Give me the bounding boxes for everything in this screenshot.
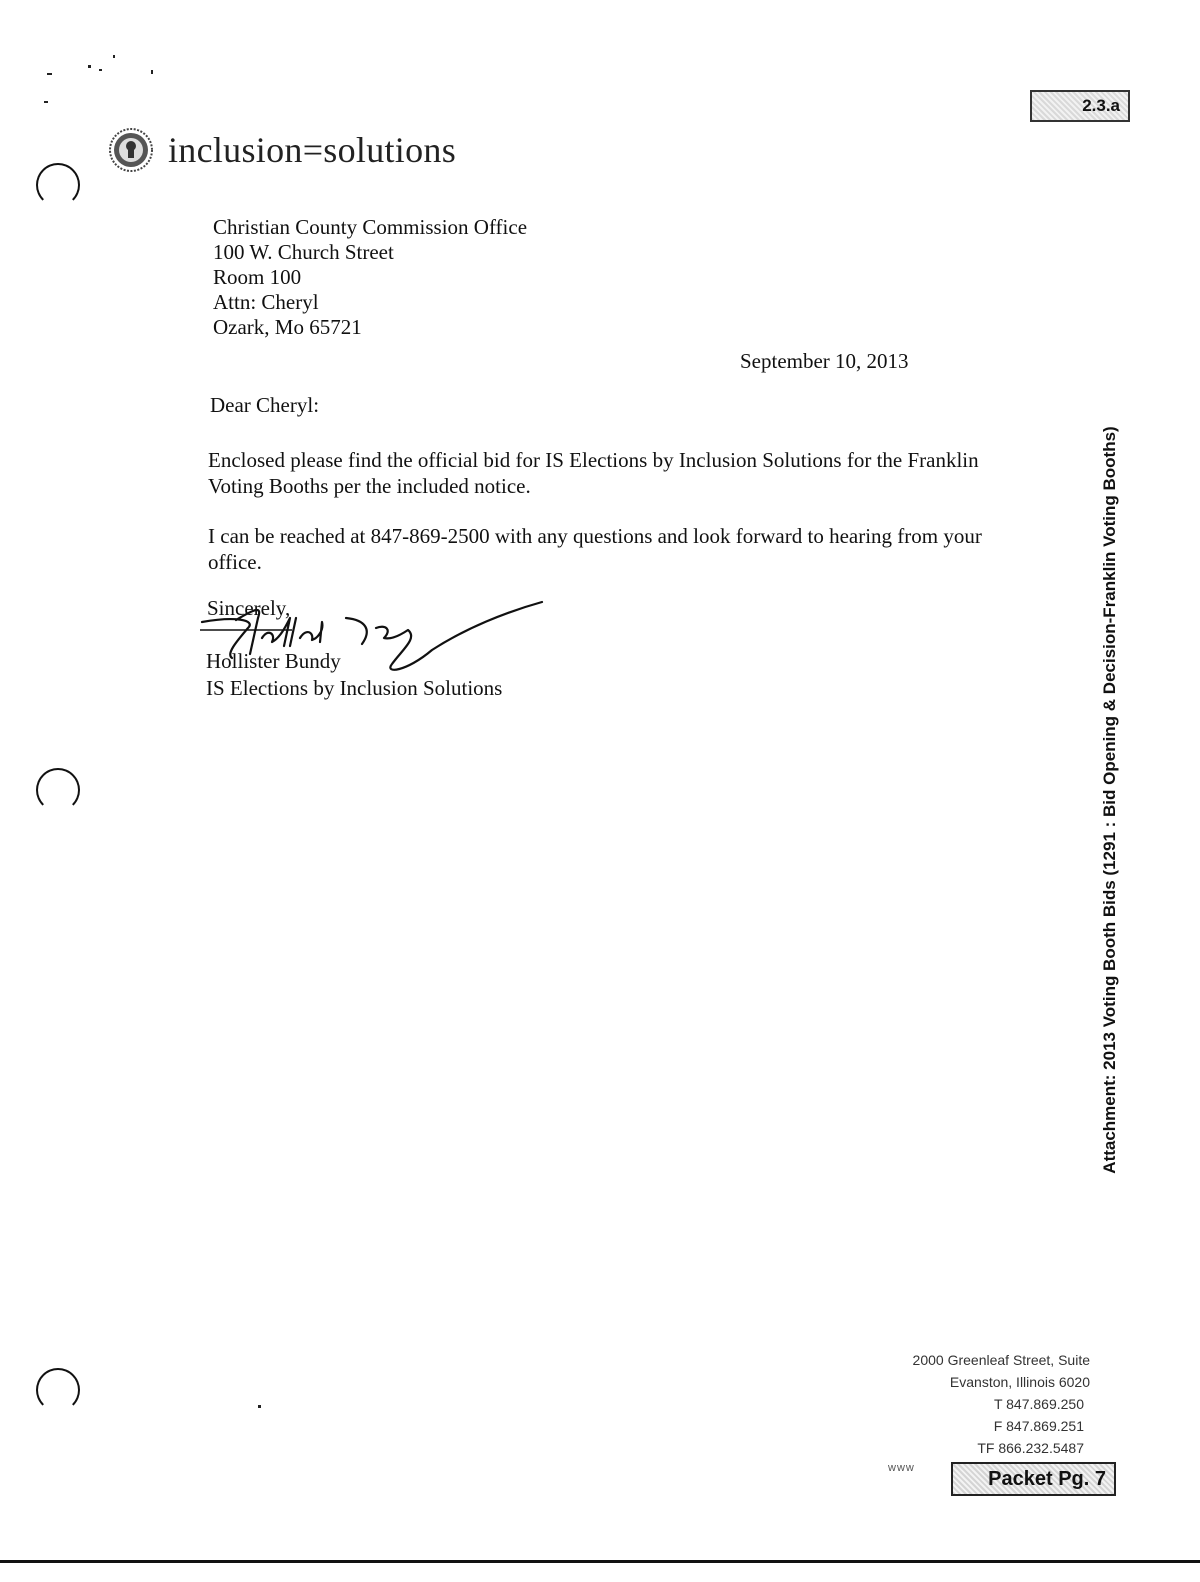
packet-page-label: Packet Pg. 7: [951, 1462, 1116, 1496]
footer-address-line: 2000 Greenleaf Street, Suite: [912, 1352, 1090, 1368]
recipient-address: [213, 215, 527, 340]
address-line: Christian County Commission Office: [213, 215, 528, 239]
scan-speck: [151, 70, 153, 74]
scan-speck: [44, 101, 48, 103]
footer-toll-free: TF 866.232.5487: [977, 1440, 1084, 1456]
page-edge-line: [0, 1560, 1200, 1563]
scan-speck: [88, 65, 91, 68]
attachment-caption: Attachment: 2013 Voting Booth Bids (1291 : Bid Opening & Decision-Franklin Voting Booths): [1100, 426, 1119, 1174]
binder-hole: [36, 1368, 80, 1412]
footer-address-line: Evanston, Illinois 6020: [949, 1374, 1090, 1390]
scan-speck: [258, 1405, 261, 1408]
address-line: Ozark, Mo 65721: [213, 315, 362, 339]
keyhole-logo-icon: [108, 127, 154, 173]
body-paragraph: Enclosed please find the official bid for IS Elections by Inclusion Solutions for the Franklin Voting Booths per the included notice.: [208, 448, 979, 498]
letter-date: September 10, 2013: [740, 349, 909, 373]
signer-name: Hollister Bundy: [206, 649, 341, 673]
binder-hole: [36, 768, 80, 812]
footer-phone: T 847.869.250: [993, 1396, 1084, 1412]
binder-hole: [36, 163, 80, 207]
body-paragraph: I can be reached at 847-869-2500 with any questions and look forward to hearing from your office.: [208, 524, 982, 574]
scan-speck: [99, 69, 102, 71]
footer-contact: [913, 1349, 1090, 1459]
address-line: 100 W. Church Street: [213, 240, 394, 264]
scan-speck: [47, 73, 52, 75]
signer-organization: IS Elections by Inclusion Solutions: [206, 676, 503, 700]
address-line: Attn: Cheryl: [213, 290, 319, 314]
signer-block: [206, 648, 502, 702]
page-tag: 2.3.a: [1030, 90, 1130, 122]
logo-wordmark: inclusion=solutions: [168, 130, 457, 170]
salutation: Dear Cheryl:: [210, 393, 320, 417]
closing: Sincerely,: [207, 596, 291, 620]
company-logo: [108, 127, 456, 173]
footer-fax: F 847.869.251: [993, 1418, 1084, 1434]
address-line: Room 100: [213, 265, 302, 289]
scan-speck: [113, 55, 115, 58]
footer-website: www: [888, 1462, 915, 1474]
